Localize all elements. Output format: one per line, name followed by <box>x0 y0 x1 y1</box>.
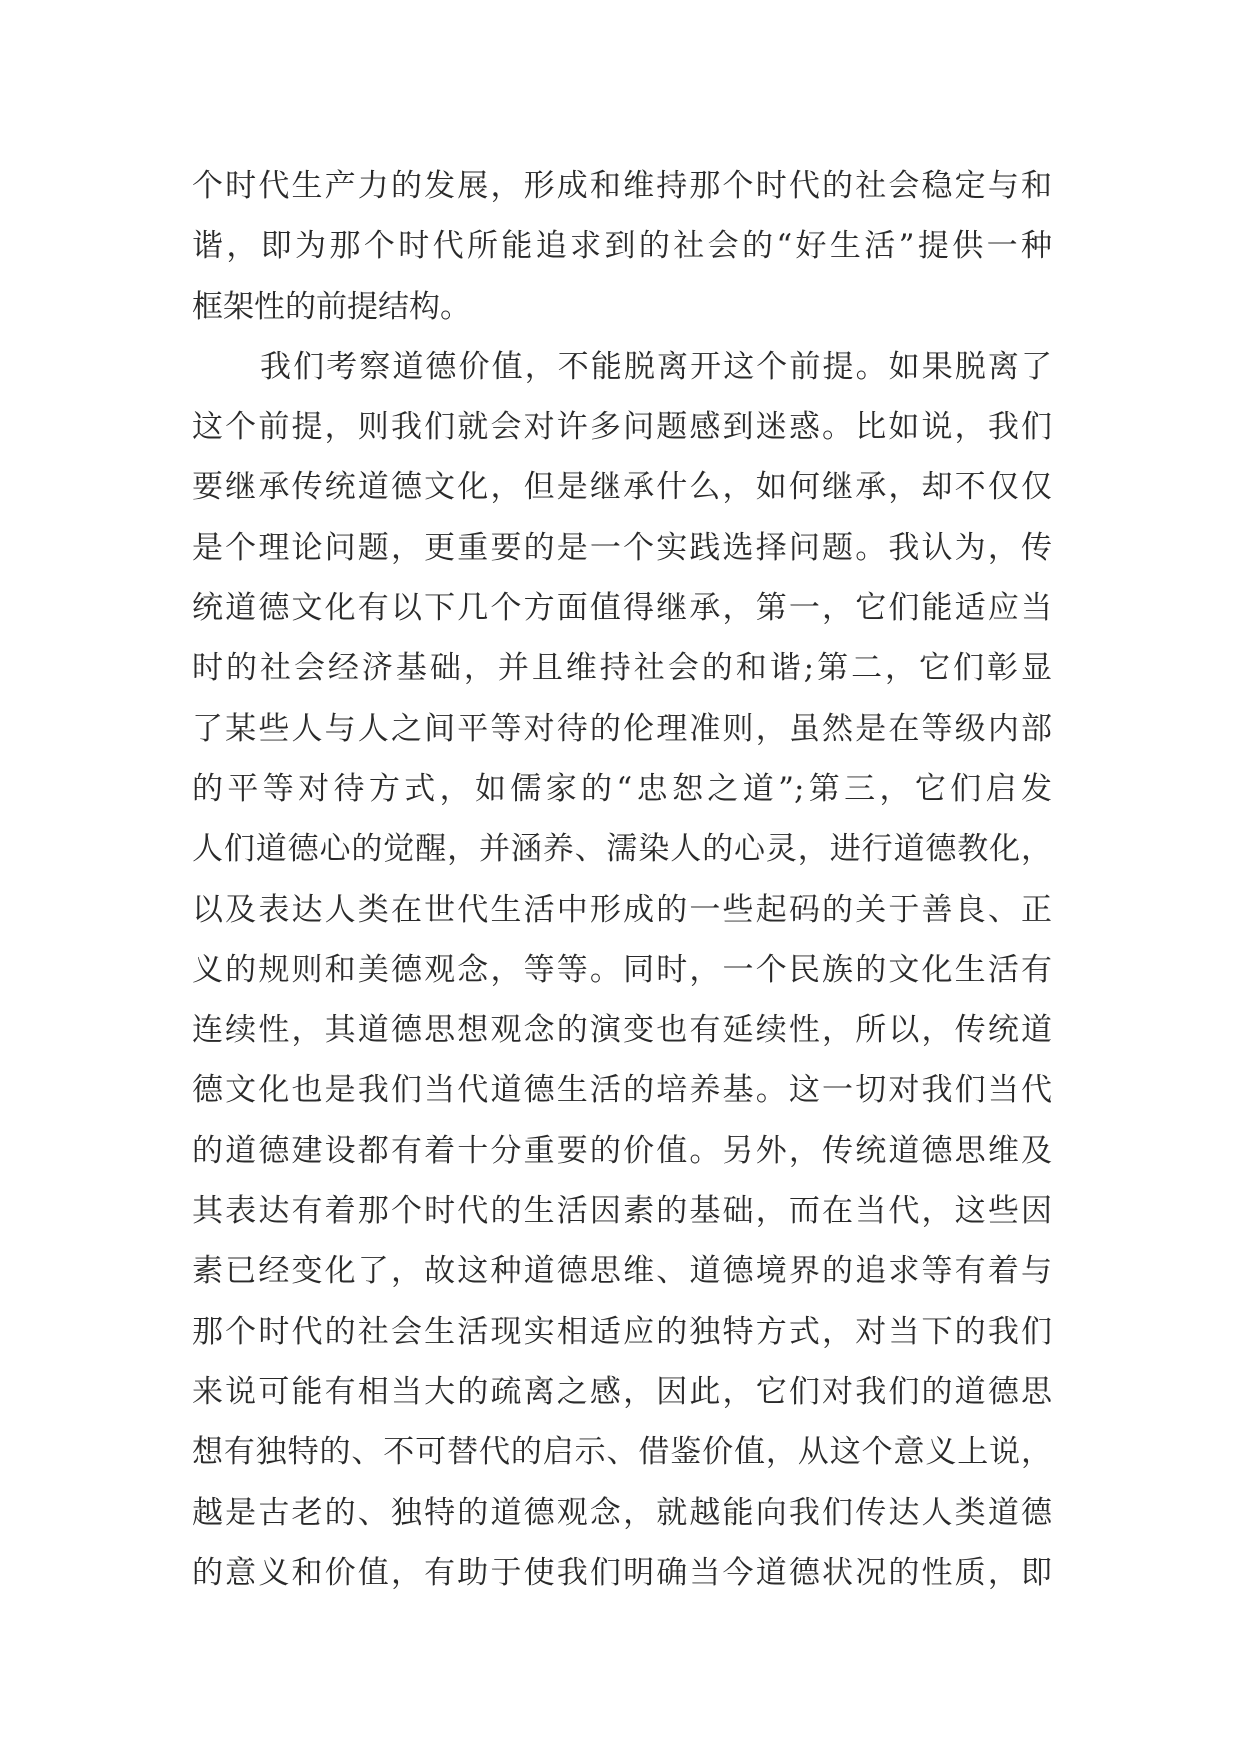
text-line: 要继承传统道德文化，但是继承什么，如何继承，却不仅仅 <box>192 469 1052 506</box>
text-line: 个时代生产力的发展，形成和维持那个时代的社会稳定与和 <box>192 168 1052 204</box>
text-line: 想有独特的、不可替代的启示、借鉴价值，从这个意义上说， <box>192 1434 1052 1471</box>
text-line: 来说可能有相当大的疏离之感，因此，它们对我们的道德思 <box>192 1373 1052 1410</box>
text-line: 框架性的前提结构。 <box>192 288 471 325</box>
text-line: 以及表达人类在世代生活中形成的一些起码的关于善良、正 <box>192 891 1052 928</box>
paragraph-start-line: 我们考察道德价值，不能脱离开这个前提。如果脱离了 <box>260 348 1052 385</box>
text-line: 的道德建设都有着十分重要的价值。另外，传统道德思维及 <box>192 1132 1052 1169</box>
text-line: 这个前提，则我们就会对许多问题感到迷惑。比如说，我们 <box>192 409 1052 446</box>
text-line: 时的社会经济基础，并且维持社会的和谐;第二，它们彰显 <box>192 650 1052 687</box>
text-line: 德文化也是我们当代道德生活的培养基。这一切对我们当代 <box>192 1072 1052 1109</box>
text-line: 是个理论问题，更重要的是一个实践选择问题。我认为，传 <box>192 529 1052 566</box>
text-line: 素已经变化了，故这种道德思维、道德境界的追求等有着与 <box>192 1253 1052 1290</box>
text-line: 那个时代的社会生活现实相适应的独特方式，对当下的我们 <box>192 1313 1052 1350</box>
text-line: 义的规则和美德观念，等等。同时，一个民族的文化生活有 <box>192 951 1052 988</box>
body-text <box>192 156 1052 1603</box>
text-line: 其表达有着那个时代的生活因素的基础，而在当代，这些因 <box>192 1193 1052 1230</box>
text-line: 了某些人与人之间平等对待的伦理准则，虽然是在等级内部 <box>192 710 1052 747</box>
text-line: 越是古老的、独特的道德观念，就越能向我们传达人类道德 <box>192 1494 1052 1531</box>
text-line: 连续性，其道德思想观念的演变也有延续性，所以，传统道 <box>192 1012 1052 1049</box>
text-line: 的意义和价值，有助于使我们明确当今道德状况的性质，即 <box>192 1554 1052 1591</box>
text-line: 谐，即为那个时代所能追求到的社会的“好生活”提供一种 <box>192 228 1052 265</box>
text-line: 人们道德心的觉醒，并涵养、濡染人的心灵，进行道德教化， <box>192 831 1052 868</box>
text-line: 统道德文化有以下几个方面值得继承，第一，它们能适应当 <box>192 590 1052 627</box>
text-line: 的平等对待方式，如儒家的“忠恕之道”;第三，它们启发 <box>192 770 1052 807</box>
